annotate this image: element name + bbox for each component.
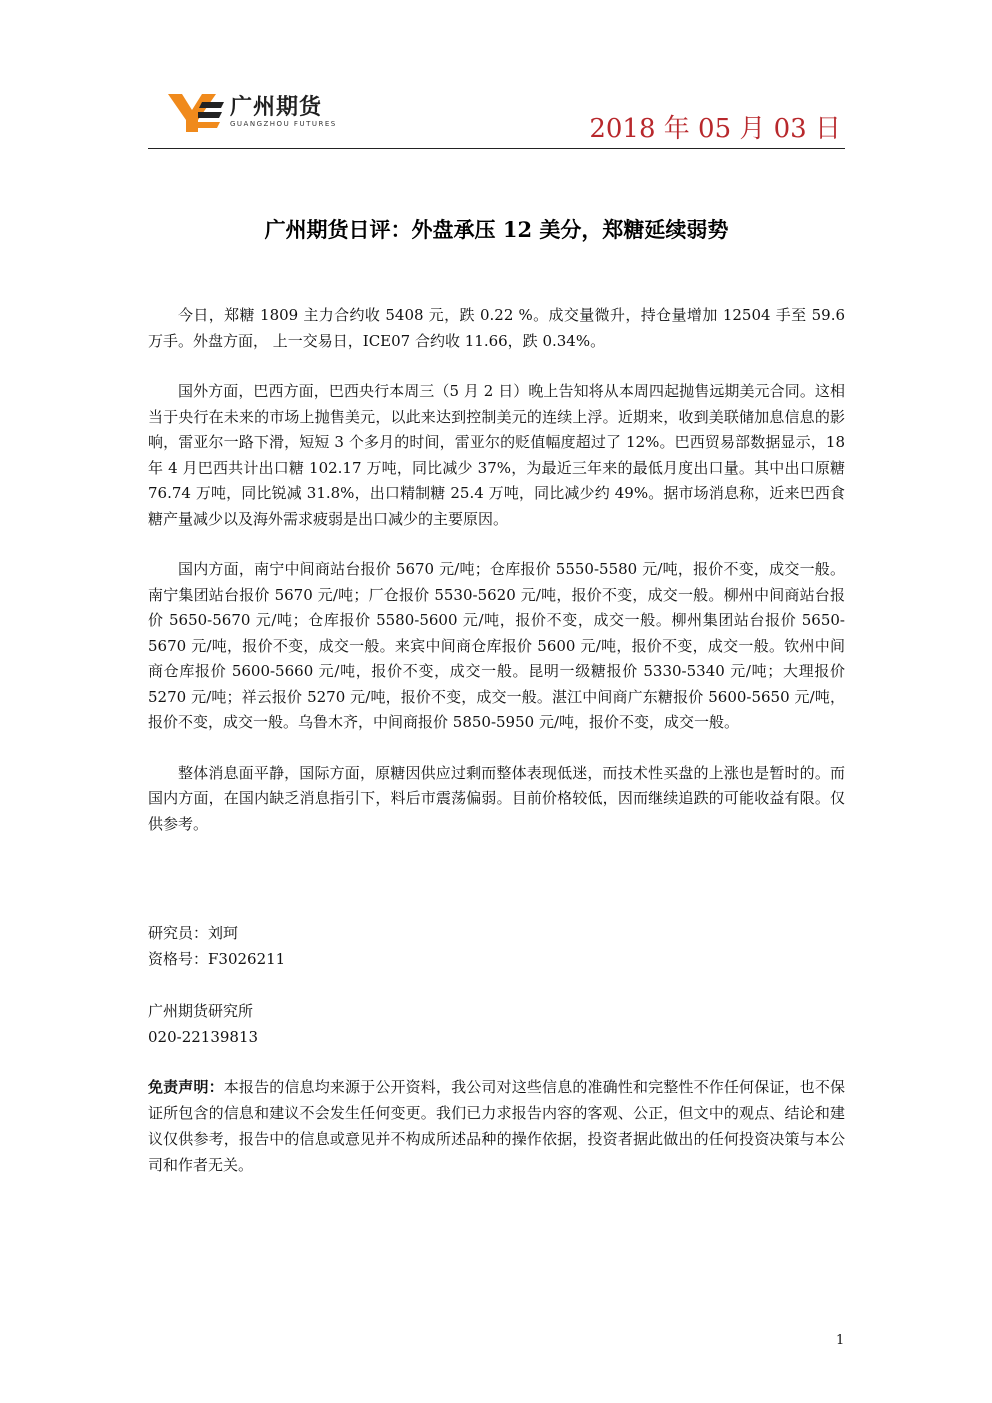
logo-mark-icon bbox=[168, 90, 224, 134]
disclaimer-text: 本报告的信息均来源于公开资料，我公司对这些信息的准确性和完整性不作任何保证，也不保证所包含的信息和建议不会发生任何变更。我们已力求报告内容的客观、公正，但文中的观点、结论和建议仅供参考，报告中的信息或意见并不构成所述品种的操作依据，投资者据此做出的任何投资决策与本公司和作者无关。 bbox=[148, 1078, 845, 1174]
organization-info bbox=[148, 998, 845, 1050]
page-number: 1 bbox=[836, 1333, 845, 1348]
researcher-info bbox=[148, 920, 845, 972]
organization-phone: 020-22139813 bbox=[148, 1028, 259, 1046]
disclaimer-label: 免责声明： bbox=[148, 1078, 224, 1096]
paragraph-domestic: 国内方面，南宁中间商站台报价 5670 元/吨；仓库报价 5550-5580 元/吨，报价不变，成交一般。南宁集团站台报价 5670 元/吨；厂仓报价 5530-5620 元/吨，报价不变，成交一般。柳州中间商站台报价 5650-5670 元/吨；仓库报价 5580-5600 元/吨，报价不变，成交一般。柳州集团站台报价 5650-5670 元/吨，报价不变，成交一般。来宾中间商仓库报价 5600 元/吨，报价不变，成交一般。钦州中间商仓库报价 5600-5660 元/吨，报价不变，成交一般。昆明一级糖报价 5330-5340 元/吨；大理报价 5270 元/吨；祥云报价 5270 元/吨，报价不变，成交一般。湛江中间商广东糖报价 5600-5650 元/吨，报价不变，成交一般。乌鲁木齐，中间商报价 5850-5950 元/吨，报价不变，成交一般。 bbox=[148, 560, 845, 731]
organization-name: 广州期货研究所 bbox=[148, 1002, 254, 1020]
logo-name-cn: 广州期货 bbox=[230, 95, 323, 120]
company-logo bbox=[168, 88, 358, 136]
report-title: 广州期货日评：外盘承压 12 美分，郑糖延续弱势 bbox=[264, 217, 729, 242]
paragraph-market-summary: 今日，郑糖 1809 主力合约收 5408 元，跌 0.22 %。成交量微升，持仓量增加 12504 手至 59.6 万手。外盘方面， 上一交易日，ICE07 合约收 11.66，跌 0.34%。 bbox=[148, 306, 845, 350]
report-date: 2018 年 05 月 03 日 bbox=[589, 114, 841, 144]
paragraph-outlook: 整体消息面平静，国际方面，原糖因供应过剩而整体表现低迷，而技术性买盘的上涨也是暂时的。而国内方面，在国内缺乏消息指引下，料后市震荡偏弱。目前价格较低，因而继续追跌的可能收益有限。仅供参考。 bbox=[148, 763, 845, 833]
logo-name-en: GUANGZHOU FUTURES bbox=[230, 120, 337, 128]
disclaimer bbox=[148, 1074, 845, 1178]
paragraph-international: 国外方面，巴西方面，巴西央行本周三（5 月 2 日）晚上告知将从本周四起抛售远期美元合同。这相当于央行在未来的市场上抛售美元，以此来达到控制美元的连续上浮。近期来，收到美联储加息信息的影响，雷亚尔一路下滑，短短 3 个多月的时间，雷亚尔的贬值幅度超过了 12%。巴西贸易部数据显示，18 年 4 月巴西共计出口糖 102.17 万吨，同比减少 37%，为最近三年来的最低月度出口量。其中出口原糖 76.74 万吨，同比锐减 31.8%，出口精制糖 25.4 万吨，同比减少约 49%。据市场消息称，近来巴西食糖产量减少以及海外需求疲弱是出口减少的主要原因。 bbox=[148, 382, 845, 528]
researcher-name: 研究员：刘珂 bbox=[148, 924, 239, 942]
page-header bbox=[148, 78, 845, 149]
report-body bbox=[148, 303, 845, 837]
researcher-license: 资格号：F3026211 bbox=[148, 950, 286, 968]
